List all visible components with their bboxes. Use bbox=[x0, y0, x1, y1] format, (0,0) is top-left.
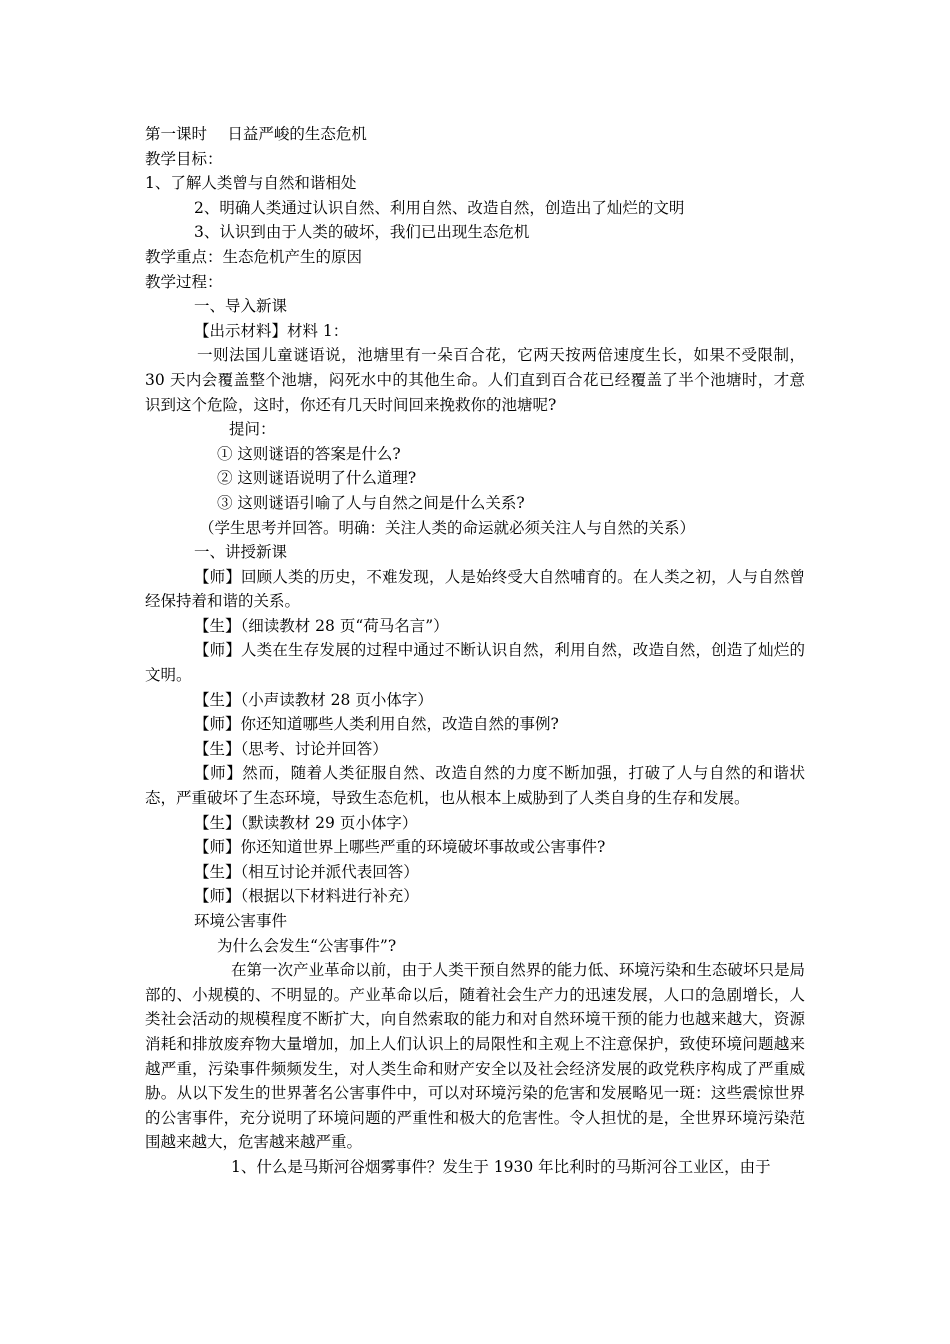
objective-1: 1、了解人类曾与自然和谐相处 bbox=[145, 174, 357, 193]
question-1: ① 这则谜语的答案是什么? bbox=[217, 444, 401, 463]
dialogue-teacher-5: 【师】你还知道世界上哪些严重的环境破坏事故或公害事件? bbox=[194, 838, 606, 857]
dialogue-teacher-3: 【师】你还知道哪些人类利用自然，改造自然的事例? bbox=[194, 715, 559, 734]
objective-3: 3、认识到由于人类的破坏，我们已出现生态危机 bbox=[194, 223, 530, 242]
dialogue-student-4: 【生】（默读教材 29 页小体字） bbox=[194, 813, 418, 832]
dialogue-teacher-2: 【师】人类在生存发展的过程中通过不断认识自然，利用自然，改造自然，创造了灿烂的文明。 bbox=[145, 641, 805, 685]
why-heading: 为什么会发生“公害事件”? bbox=[217, 936, 397, 955]
env-paragraph: 在第一次产业革命以前，由于人类干预自然界的能力低、环境污染和生态破坏只是局部的、小规模的、不明显的。产业革命以后，随着社会生产力的迅速发展，人口的急剧增长，人类社会活动的规模程度不断扩大，向自然索取的能力和对自然环境干预的能力也越来越大，资源消耗和排放废弃物大量增加，加上人们认识上的局限性和主观上不注意保护，致使环境问题越来越严重，污染事件频频发生，对人类生命和财产安全以及社会经济发展的政党秩序构成了严重威胁。从以下发生的世界著名公害事件中，可以对环境污染的危害和发展略见一斑：这些震惊世界的公害事件，充分说明了环境问题的严重性和极大的危害性。令人担忧的是，全世界环境污染范围越来越大，危害越来越严重。 bbox=[145, 961, 805, 1152]
section-lecture: 一、讲授新课 bbox=[194, 543, 288, 562]
dialogue-student-5: 【生】（相互讨论并派代表回答） bbox=[194, 862, 419, 881]
section-intro: 一、导入新课 bbox=[194, 297, 288, 316]
dialogue-student-3: 【生】（思考、讨论并回答） bbox=[194, 739, 388, 758]
answer-note: （学生思考并回答。明确：关注人类的命运就必须关注人与自然的关系） bbox=[199, 518, 696, 537]
question-3: ③ 这则谜语引喻了人与自然之间是什么关系? bbox=[217, 493, 525, 512]
material-label: 【出示材料】材料 1： bbox=[194, 321, 349, 340]
dialogue-student-2: 【生】（小声读教材 28 页小体字） bbox=[194, 690, 433, 709]
objective-2: 2、明确人类通过认识自然、利用自然、改造自然，创造出了灿烂的文明 bbox=[194, 198, 685, 217]
dialogue-teacher-1: 【师】回顾人类的历史，不难发现，人是始终受大自然哺育的。在人类之初，人与自然曾经保持着和谐的关系。 bbox=[145, 567, 805, 611]
question-2: ② 这则谜语说明了什么道理? bbox=[217, 469, 417, 488]
process-heading: 教学过程： bbox=[145, 272, 223, 291]
dialogue-student-1: 【生】（细读教材 28 页“荷马名言”） bbox=[194, 616, 449, 635]
key-point: 教学重点：生态危机产生的原因 bbox=[145, 247, 363, 266]
meuse-item: 1、什么是马斯河谷烟雾事件？发生于 1930 年比利时的马斯河谷工业区，由于 bbox=[231, 1157, 771, 1176]
question-label: 提问： bbox=[229, 420, 276, 439]
dialogue-teacher-4: 【师】然而，随着人类征服自然、改造自然的力度不断加强，打破了人与自然的和谐状态，严重破坏了生态环境，导致生态危机，也从根本上威胁到了人类自身的生存和发展。 bbox=[145, 764, 805, 808]
lesson-title: 第一课时 日益严峻的生态危机 bbox=[145, 125, 367, 143]
material-text: 一则法国儿童谜语说，池塘里有一朵百合花，它两天按两倍速度生长，如果不受限制，30 天内会覆盖整个池塘，闷死水中的其他生命。人们直到百合花已经覆盖了半个池塘时，才意识到这个危险，这时，你还有几天时间回来挽救你的池塘呢? bbox=[145, 346, 805, 414]
dialogue-teacher-6: 【师】（根据以下材料进行补充） bbox=[194, 887, 419, 906]
objectives-heading: 教学目标： bbox=[145, 149, 223, 168]
document-body bbox=[145, 122, 805, 1180]
env-heading: 环境公害事件 bbox=[194, 912, 288, 930]
